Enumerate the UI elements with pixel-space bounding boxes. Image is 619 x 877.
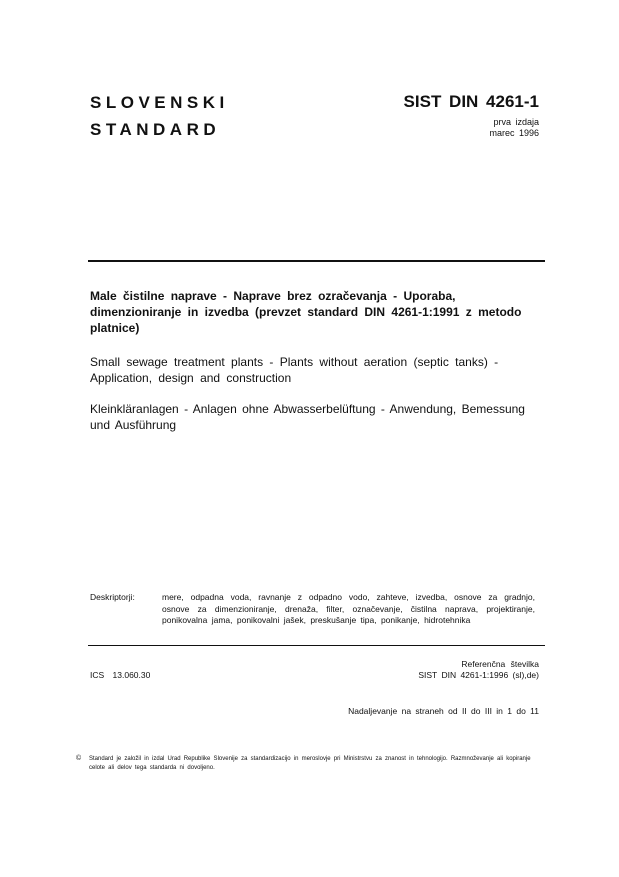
title-slovenian: Male čistilne naprave - Naprave brez ozračevanja - Uporaba, dimenzioniranje in izvedba (prevzet standard DIN 4261-1:1991 z metodo platnice) (90, 289, 522, 335)
top-divider (88, 260, 545, 262)
standard-heading-line2: STANDARD (90, 120, 221, 139)
descriptors-text: mere, odpadna voda, ravnanje z odpadno vodo, zahteve, izvedba, osnove za gradnjo, osnove za dimenzioniranje, drenaža, filter, označevanje, čistilna naprava, projektiranje, ponikovalna jama, ponikovalni jašek, preskušanje tipa, ponikanje, hidrotehnika (162, 592, 535, 625)
edition-label: prva izdaja (493, 117, 539, 127)
title-german: Kleinkläranlagen - Anlagen ohne Abwasserbelüftung - Anwendung, Bemessung und Ausführung (90, 402, 525, 432)
title-english: Small sewage treatment plants - Plants without aeration (septic tanks) - Application, design and construction (90, 355, 499, 385)
bottom-divider (88, 645, 545, 646)
continuation-note: Nadaljevanje na straneh od II do III in 1 do 11 (348, 706, 539, 716)
reference-number-label: Referenčna številka (461, 659, 539, 669)
standard-code: SIST DIN 4261-1 (403, 92, 539, 111)
copyright-notice: Standard je založil in izdal Urad Republike Slovenije za standardizacijo in meroslovje pri Ministrstvu za znanost in tehnologijo. Razmnoževanje ali kopiranje celote ali delov tega standarda ni dovoljeno. (89, 756, 531, 771)
reference-number-value: SIST DIN 4261-1:1996 (sl),de) (418, 670, 539, 680)
ics-code: ICS 13.060.30 (90, 670, 151, 680)
standard-heading-line1: SLOVENSKI (90, 93, 229, 112)
publication-date: marec 1996 (489, 128, 539, 138)
copyright-icon: © (76, 755, 82, 762)
descriptors-label: Deskriptorji: (90, 592, 135, 602)
